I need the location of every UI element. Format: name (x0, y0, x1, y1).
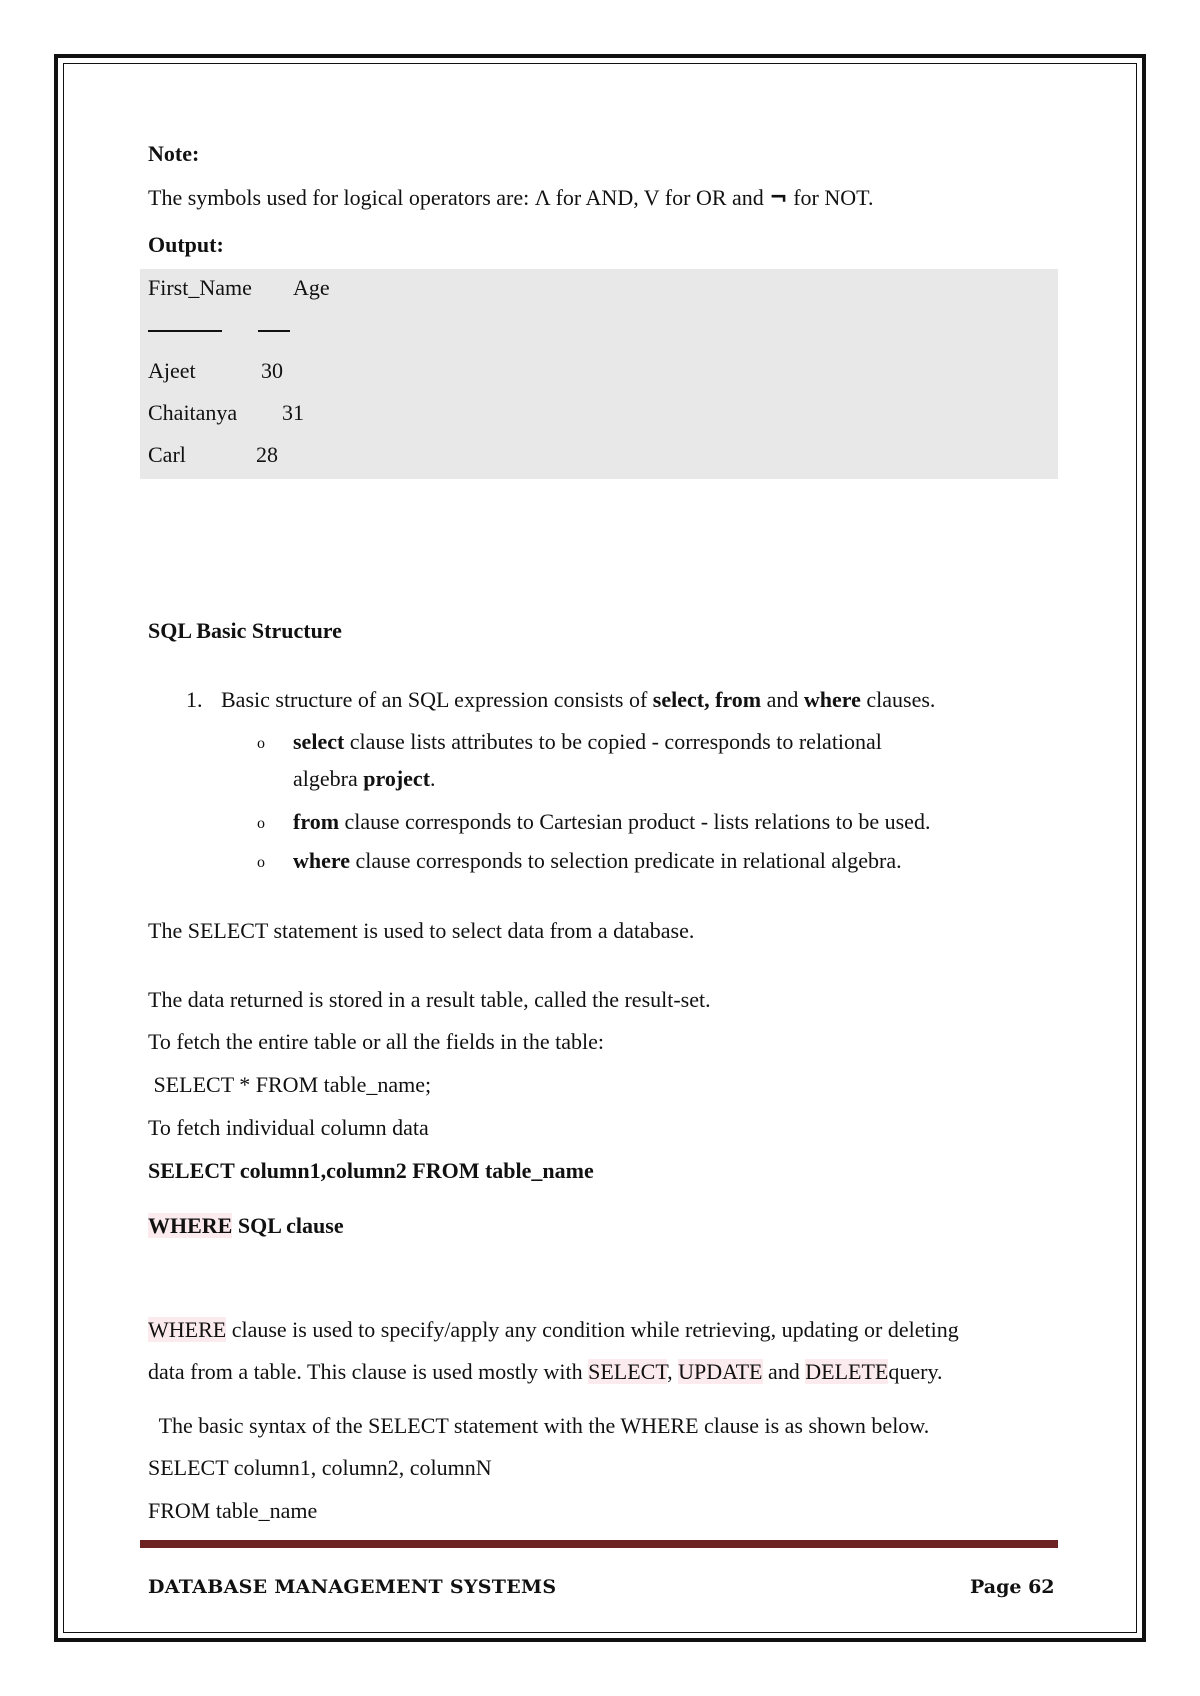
where-syntax-intro: The basic syntax of the SELECT statement with the WHERE clause is as shown below. (148, 1413, 930, 1438)
not-symbol: ¬ (769, 186, 788, 211)
select-columns-example: SELECT column1,column2 FROM table_name (148, 1158, 594, 1183)
where-syntax-line-1: SELECT column1, column2, columnN (148, 1455, 492, 1480)
page-number: Page 62 (970, 1576, 1055, 1598)
output-header-age: Age (293, 275, 330, 300)
output-cell-age: 30 (261, 358, 283, 383)
sub-item-select-cont: algebra project. (293, 766, 436, 791)
header-underline-first-name (148, 330, 222, 332)
sub-item-where: where clause corresponds to selection predicate in relational algebra. (293, 848, 902, 873)
sub-item-select: select clause lists attributes to be copied - corresponds to relational (293, 729, 882, 754)
sql-basic-heading: SQL Basic Structure (148, 618, 342, 643)
footer-rule (140, 1540, 1058, 1548)
where-para-line-1: WHERE clause is used to specify/apply any condition while retrieving, updating or deleting (148, 1317, 959, 1342)
output-cell-name: Chaitanya (148, 400, 238, 425)
sub-item-from: from clause corresponds to Cartesian product - lists relations to be used. (293, 809, 931, 834)
where-heading: WHERE SQL clause (148, 1213, 344, 1238)
list-number: 1. (186, 687, 203, 712)
select-desc-4: To fetch individual column data (148, 1115, 429, 1140)
footer-title: DATABASE MANAGEMENT SYSTEMS (148, 1576, 557, 1598)
note-heading: Note: (148, 141, 200, 166)
output-header-first-name: First_Name (148, 275, 252, 300)
output-cell-name: Ajeet (148, 358, 196, 383)
list-item-1: Basic structure of an SQL expression consists of select, from and where clauses. (221, 687, 936, 712)
select-all-example: SELECT * FROM table_name; (148, 1072, 432, 1097)
bullet-marker: o (257, 815, 265, 832)
output-cell-age: 31 (282, 400, 304, 425)
bullet-marker: o (257, 854, 265, 871)
output-heading: Output: (148, 232, 224, 257)
output-cell-age: 28 (256, 442, 278, 467)
select-desc-3: To fetch the entire table or all the fields in the table: (148, 1029, 605, 1054)
output-cell-name: Carl (148, 442, 186, 467)
where-syntax-line-2: FROM table_name (148, 1498, 318, 1523)
note-text: The symbols used for logical operators are: Λ for AND, V for OR and ¬ for NOT. (148, 185, 874, 211)
select-desc-1: The SELECT statement is used to select data from a database. (148, 918, 695, 943)
bullet-marker: o (257, 735, 265, 752)
select-desc-2: The data returned is stored in a result table, called the result-set. (148, 987, 711, 1012)
where-para-line-2: data from a table. This clause is used mostly with SELECT, UPDATE and DELETEquery. (148, 1359, 943, 1384)
header-underline-age (258, 330, 290, 332)
